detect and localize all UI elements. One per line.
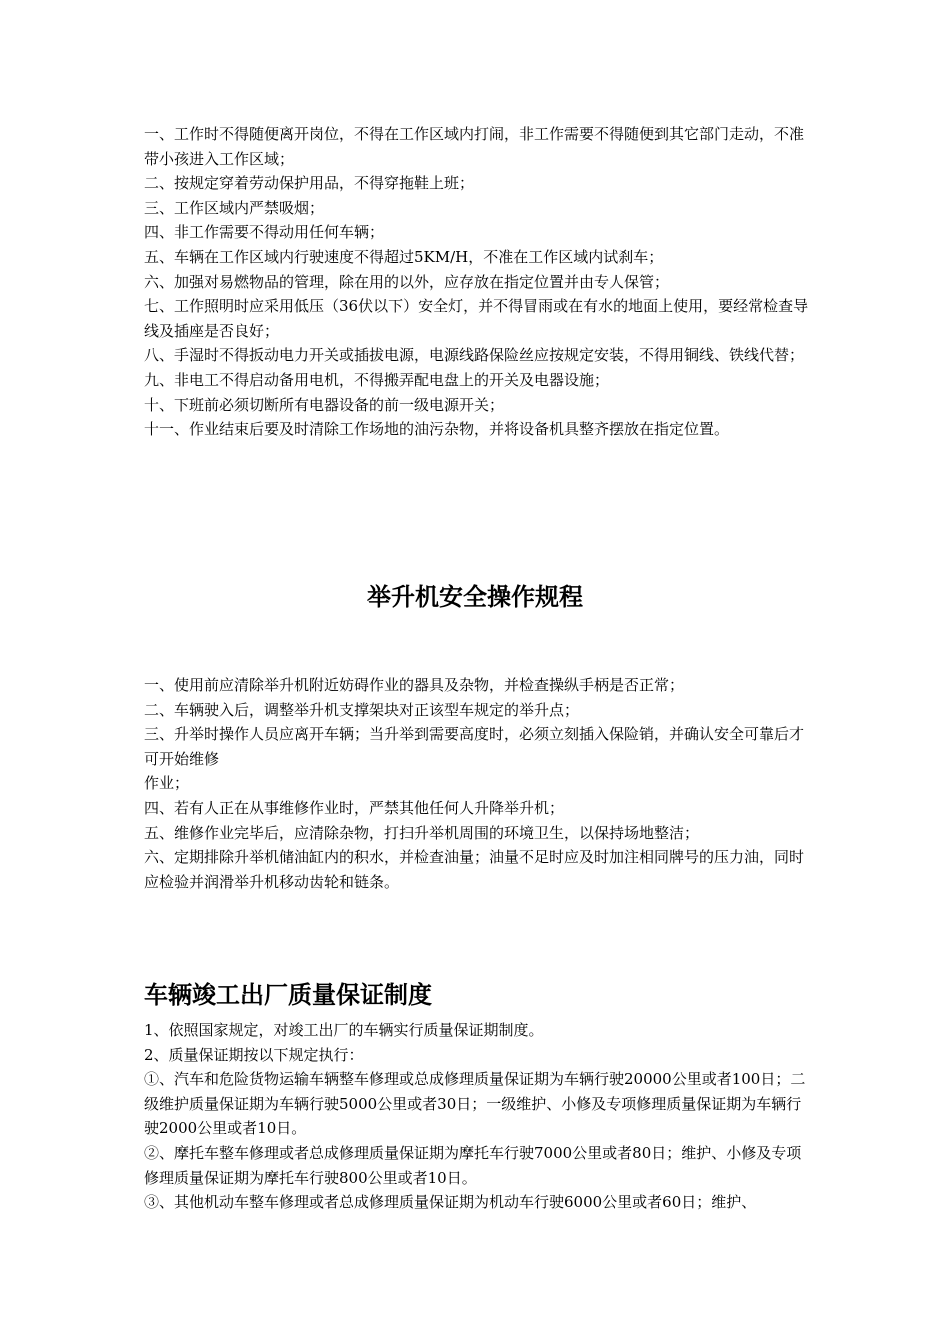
- rule-paragraph: 八、手湿时不得扳动电力开关或插拔电源，电源线路保险丝应按规定安装，不得用铜线、铁线代替；: [144, 346, 805, 365]
- rule-paragraph: 五、车辆在工作区域内行驶速度不得超过5KM/H，不准在工作区域内试刹车；: [144, 247, 664, 266]
- rule-paragraph: 四、若有人正在从事维修作业时，严禁其他任何人升降举升机；: [144, 798, 565, 817]
- rule-paragraph: 二、车辆驶入后，调整举升机支撑架块对正该型车规定的举升点；: [144, 700, 580, 719]
- rule-paragraph: 十、下班前必须切断所有电器设备的前一级电源开关；: [144, 395, 505, 414]
- quality-warranty-title: 车辆竣工出厂质量保证制度: [144, 980, 432, 1009]
- rule-paragraph: 四、非工作需要不得动用任何车辆；: [144, 223, 385, 242]
- rule-paragraph: ③、其他机动车整车修理或者总成修理质量保证期为机动车行驶6000公里或者60日；维护、: [144, 1193, 757, 1212]
- rule-paragraph: 十一、作业结束后要及时清除工作场地的油污杂物，并将设备机具整齐摆放在指定位置。: [144, 420, 730, 439]
- rule-paragraph: ②、摩托车整车修理或者总成修理质量保证期为摩托车行驶7000公里或者80日；维护、小修及专项修理质量保证期为摩托车行驶800公里或者10日。: [144, 1143, 802, 1187]
- lift-safety-rules: [144, 673, 812, 894]
- rule-paragraph: 三、工作区域内严禁吸烟；: [144, 198, 325, 217]
- rule-paragraph: 一、使用前应清除举升机附近妨碍作业的器具及杂物，并检查操纵手柄是否正常；: [144, 676, 685, 694]
- rule-paragraph: 五、维修作业完毕后，应清除杂物，打扫升举机周围的环境卫生，以保持场地整洁；: [144, 823, 700, 842]
- rule-paragraph: 七、工作照明时应采用低压（36伏以下）安全灯，并不得冒雨或在有水的地面上使用，要经常检查导线及插座是否良好；: [144, 297, 809, 340]
- quality-warranty-rules: [144, 1018, 812, 1215]
- rule-paragraph: 一、工作时不得随便离开岗位，不得在工作区域内打闹，非工作需要不得随便到其它部门走动，不准带小孩进入工作区域；: [144, 125, 805, 168]
- lift-safety-title: 举升机安全操作规程: [367, 582, 583, 611]
- rule-paragraph: 2、质量保证期按以下规定执行：: [144, 1045, 364, 1064]
- rule-paragraph: 二、按规定穿着劳动保护用品，不得穿拖鞋上班；: [144, 174, 475, 193]
- rule-paragraph: 三、升举时操作人员应离开车辆；当升举到需要高度时，必须立刻插入保险销，并确认安全可靠后才可开始维修: [144, 725, 805, 768]
- rule-paragraph: 作业；: [144, 774, 190, 793]
- workplace-safety-rules: [144, 122, 812, 442]
- rule-paragraph: 六、加强对易燃物品的管理，除在用的以外，应存放在指定位置并由专人保管；: [144, 272, 670, 291]
- rule-paragraph: 六、定期排除升举机储油缸内的积水，并检查油量；油量不足时应及时加注相同牌号的压力油，同时应检验并润滑举升机移动齿轮和链条。: [144, 848, 805, 891]
- rule-paragraph: 1、依照国家规定，对竣工出厂的车辆实行质量保证期制度。: [144, 1021, 544, 1039]
- rule-paragraph: ①、汽车和危险货物运输车辆整车修理或总成修理质量保证期为车辆行驶20000公里或者100日；二级维护质量保证期为车辆行驶5000公里或者30日；一级维护、小修及专项修理质量保证期为车辆行驶2000公里或者10日。: [144, 1070, 806, 1138]
- rule-paragraph: 九、非电工不得启动备用电机，不得搬弄配电盘上的开关及电器设施；: [144, 370, 610, 389]
